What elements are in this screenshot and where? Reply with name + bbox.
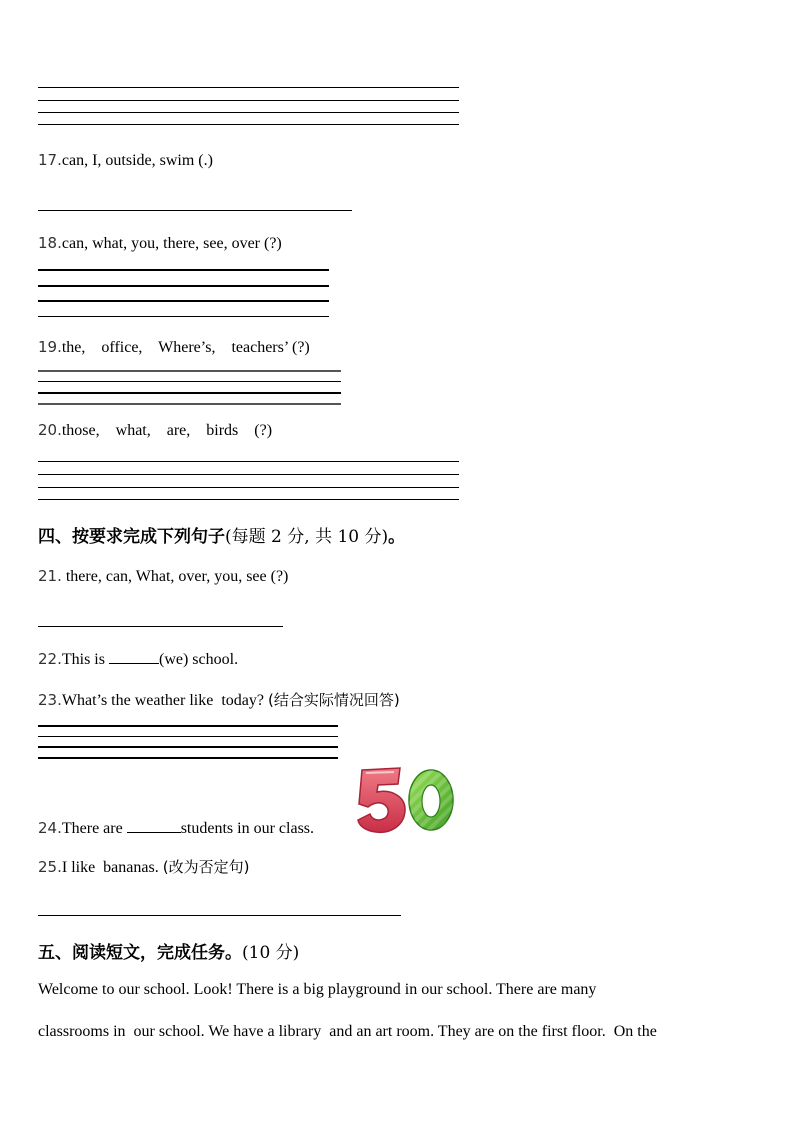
question-number: 20.	[38, 421, 62, 439]
question-hint: (改为否定句)	[162, 858, 250, 876]
answer-line	[38, 757, 338, 759]
answer-line	[38, 403, 341, 405]
passage-line-1: Welcome to our school. Look! There is a big playground in our school. There are many	[38, 981, 597, 998]
answer-line-q25	[38, 915, 401, 916]
question-text: can, I, outside, swim (.)	[61, 152, 213, 169]
question-number: 18.	[38, 234, 62, 252]
question-21	[38, 566, 288, 587]
question-text: I like bananas.	[61, 859, 163, 876]
section-points: (每题 2 分, 共 10 分)	[225, 527, 389, 547]
question-hint: (结合实际情况回答)	[268, 691, 400, 709]
question-17	[38, 150, 213, 171]
answer-line	[38, 461, 459, 462]
answer-line	[38, 499, 459, 500]
question-number: 17.	[38, 151, 62, 169]
question-text-after: (we) school.	[158, 651, 239, 668]
section-title: 五、阅读短文，完成任务。	[38, 943, 242, 963]
question-18	[38, 233, 282, 254]
question-text: can, what, you, there, see, over (?)	[61, 235, 282, 252]
question-number: 23.	[38, 691, 62, 709]
answer-line	[38, 285, 329, 287]
answer-line	[38, 124, 459, 125]
section-4-heading	[38, 522, 405, 547]
question-24	[38, 818, 314, 839]
answer-line-q17	[38, 210, 352, 211]
answer-line	[38, 100, 459, 101]
answer-line	[38, 316, 329, 317]
question-number: 24.	[38, 819, 62, 837]
answer-line-q21	[38, 626, 283, 627]
question-text-before: This is	[61, 651, 109, 668]
answer-line	[38, 112, 459, 113]
question-number: 19.	[38, 338, 62, 356]
answer-line	[38, 487, 459, 488]
question-text: the, office, Where’s, teachers’ (?)	[61, 339, 310, 356]
number-50-picture	[356, 764, 456, 836]
answer-line	[38, 736, 338, 737]
answer-line	[38, 370, 341, 372]
question-22	[38, 649, 238, 670]
answer-line	[38, 381, 341, 382]
question-number: 22.	[38, 650, 62, 668]
question-text: those, what, are, birds (?)	[61, 422, 273, 439]
question-number: 25.	[38, 858, 62, 876]
digit-five-shape	[358, 768, 405, 832]
question-25	[38, 857, 249, 878]
answer-line	[38, 300, 329, 302]
answer-line	[38, 474, 459, 475]
answer-line	[38, 269, 329, 271]
question-text: there, can, What, over, you, see (?)	[61, 568, 289, 585]
question-19	[38, 337, 310, 358]
question-text-after: students in our class.	[180, 820, 315, 837]
question-20	[38, 420, 272, 441]
question-23	[38, 690, 400, 711]
answer-line	[38, 746, 338, 748]
section-points: (10 分)	[242, 943, 300, 963]
fill-blank-q24[interactable]	[127, 818, 181, 833]
answer-line	[38, 87, 459, 88]
fill-blank-q22[interactable]	[109, 649, 159, 664]
section-title: 四、按要求完成下列句子	[38, 527, 225, 547]
digit-zero-shape	[409, 770, 453, 830]
answer-line	[38, 725, 338, 727]
answer-line	[38, 392, 341, 394]
question-text-before: There are	[61, 820, 127, 837]
passage-line-2: classrooms in our school. We have a library and an art room. They are on the first floor. On the	[38, 1023, 657, 1040]
question-text: What’s the weather like today?	[61, 692, 268, 709]
section-tail: 。	[388, 527, 406, 547]
section-5-heading	[38, 938, 299, 963]
question-number: 21.	[38, 567, 62, 585]
